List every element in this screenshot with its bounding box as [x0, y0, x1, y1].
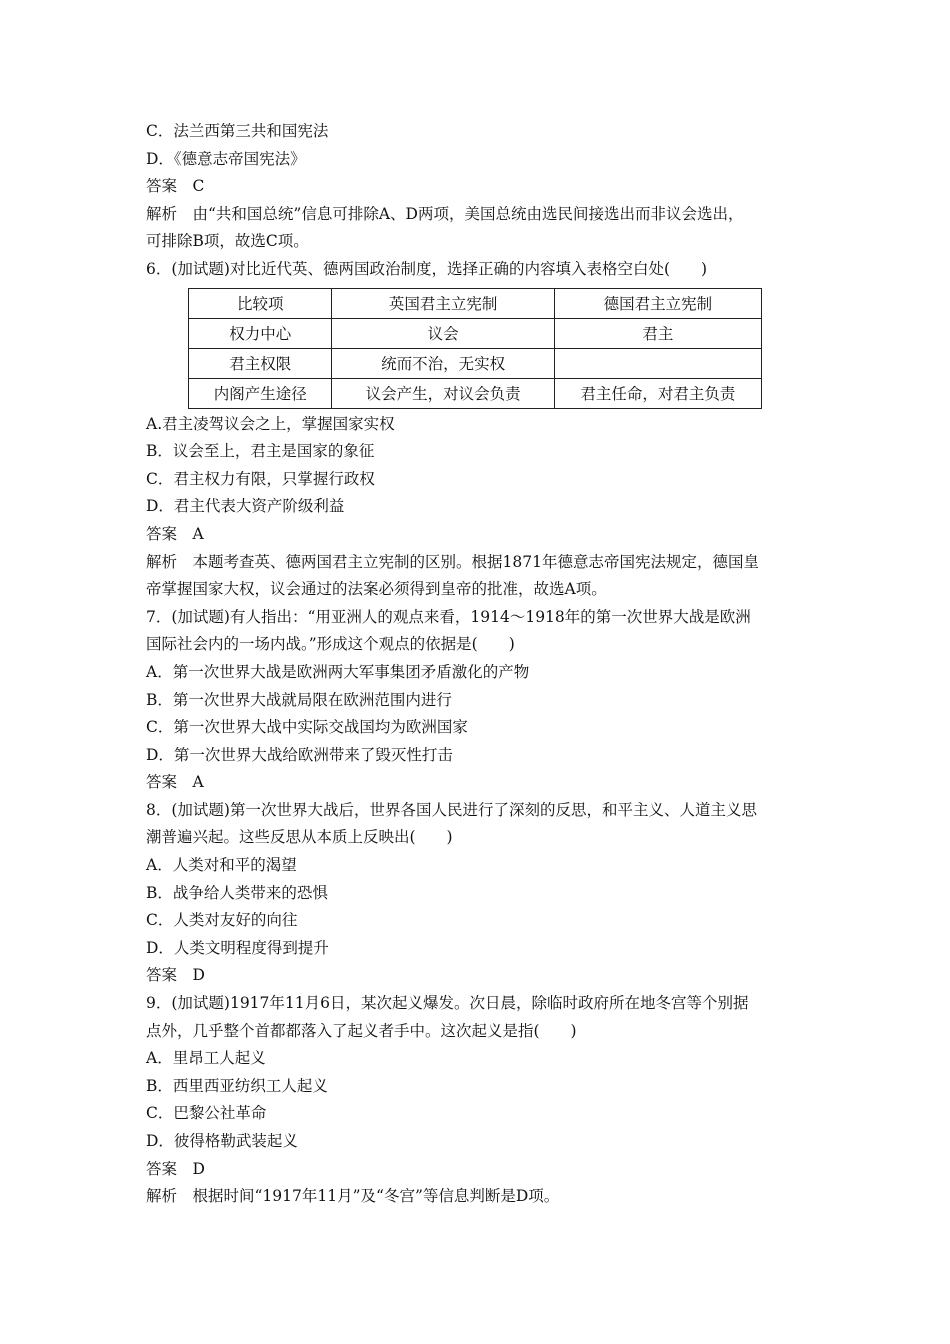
q6-stem: 6．(加试题)对比近代英、德两国政治制度，选择正确的内容填入表格空白处( ): [146, 259, 708, 278]
table-header-row: [189, 288, 762, 318]
q9-option-a: A．里昂工人起义: [146, 1049, 266, 1068]
q7-answer: 答案 A: [146, 773, 204, 792]
q7-option-d: D．第一次世界大战给欧洲带来了毁灭性打击: [146, 745, 453, 764]
q9-option-c: C．巴黎公社革命: [146, 1104, 267, 1123]
table-cell: 权力中心: [189, 318, 332, 348]
q8-option-a: A．人类对和平的渴望: [146, 856, 297, 875]
table-cell: 议会: [332, 318, 554, 348]
q8-stem-line2: 潮普遍兴起。这些反思从本质上反映出( ): [146, 828, 453, 847]
table-cell: 君主权限: [189, 348, 332, 378]
table-cell: 君主任命，对君主负责: [554, 378, 761, 408]
q8-answer: 答案 D: [146, 966, 205, 985]
q6-option-c: C．君主权力有限，只掌握行政权: [146, 469, 375, 488]
q6-analysis-line2: 帝掌握国家大权，议会通过的法案必须得到皇帝的批准，故选A项。: [146, 580, 607, 599]
table-header-cell: 比较项: [189, 288, 332, 318]
q8-option-d: D．人类文明程度得到提升: [146, 938, 329, 957]
q5-answer: 答案 C: [146, 177, 205, 196]
table-cell: 内阁产生途径: [189, 378, 332, 408]
q7-stem-line1: 7．(加试题)有人指出：“用亚洲人的观点来看，1914～1918年的第一次世界大战是欧洲: [146, 607, 751, 626]
q6-comparison-table: [188, 288, 762, 409]
q6-analysis-line1: 解析 本题考查英、德两国君主立宪制的区别。根据1871年德意志帝国宪法规定，德国皇: [146, 552, 759, 571]
q6-comparison-table-wrap: [188, 288, 816, 409]
q9-option-b: B．西里西亚纺织工人起义: [146, 1076, 328, 1095]
q9-option-d: D．彼得格勒武装起义: [146, 1132, 298, 1150]
document-page: [146, 118, 816, 1211]
q7-option-b: B．第一次世界大战就局限在欧洲范围内进行: [146, 690, 452, 709]
q6-option-b: B．议会至上，君主是国家的象征: [146, 442, 375, 461]
q6-option-d: D．君主代表大资产阶级利益: [146, 497, 345, 516]
q7-option-c: C．第一次世界大战中实际交战国均为欧洲国家: [146, 718, 468, 737]
q5-analysis-line1: 解析 由“共和国总统”信息可排除A、D两项，美国总统由选民间接选出而非议会选出，: [146, 204, 744, 223]
q5-option-d: D．《德意志帝国宪法》: [146, 149, 306, 168]
table-cell-blank: [554, 348, 761, 378]
q9-answer: 答案 D: [146, 1159, 205, 1178]
table-cell: 统而不治，无实权: [332, 348, 554, 378]
q6-option-a: A.君主凌驾议会之上，掌握国家实权: [146, 414, 395, 433]
table-header-cell: 英国君主立宪制: [332, 288, 554, 318]
q5-option-c: C．法兰西第三共和国宪法: [146, 122, 329, 140]
table-cell: 议会产生，对议会负责: [332, 378, 554, 408]
q5-analysis-line2: 可排除B项，故选C项。: [146, 232, 309, 251]
q6-answer: 答案 A: [146, 524, 204, 543]
q8-stem-line1: 8．(加试题)第一次世界大战后，世界各国人民进行了深刻的反思，和平主义、人道主义思: [146, 800, 757, 819]
q9-stem-line1: 9．(加试题)1917年11月6日，某次起义爆发。次日晨，除临时政府所在地冬宫等个别据: [146, 994, 749, 1013]
q9-analysis: 解析 根据时间“1917年11月”及“冬宫”等信息判断是D项。: [146, 1187, 560, 1206]
q8-option-c: C．人类对友好的向往: [146, 911, 298, 930]
q7-option-a: A．第一次世界大战是欧洲两大军事集团矛盾激化的产物: [146, 662, 530, 681]
table-row: [189, 348, 762, 378]
table-row: [189, 318, 762, 348]
q8-option-b: B．战争给人类带来的恐惧: [146, 883, 328, 902]
q7-stem-line2: 国际社会内的一场内战。”形成这个观点的依据是( ): [146, 635, 515, 654]
table-row: [189, 378, 762, 408]
q9-stem-line2: 点外，几乎整个首都都落入了起义者手中。这次起义是指( ): [146, 1021, 577, 1040]
table-header-cell: 德国君主立宪制: [554, 288, 761, 318]
table-cell: 君主: [554, 318, 761, 348]
